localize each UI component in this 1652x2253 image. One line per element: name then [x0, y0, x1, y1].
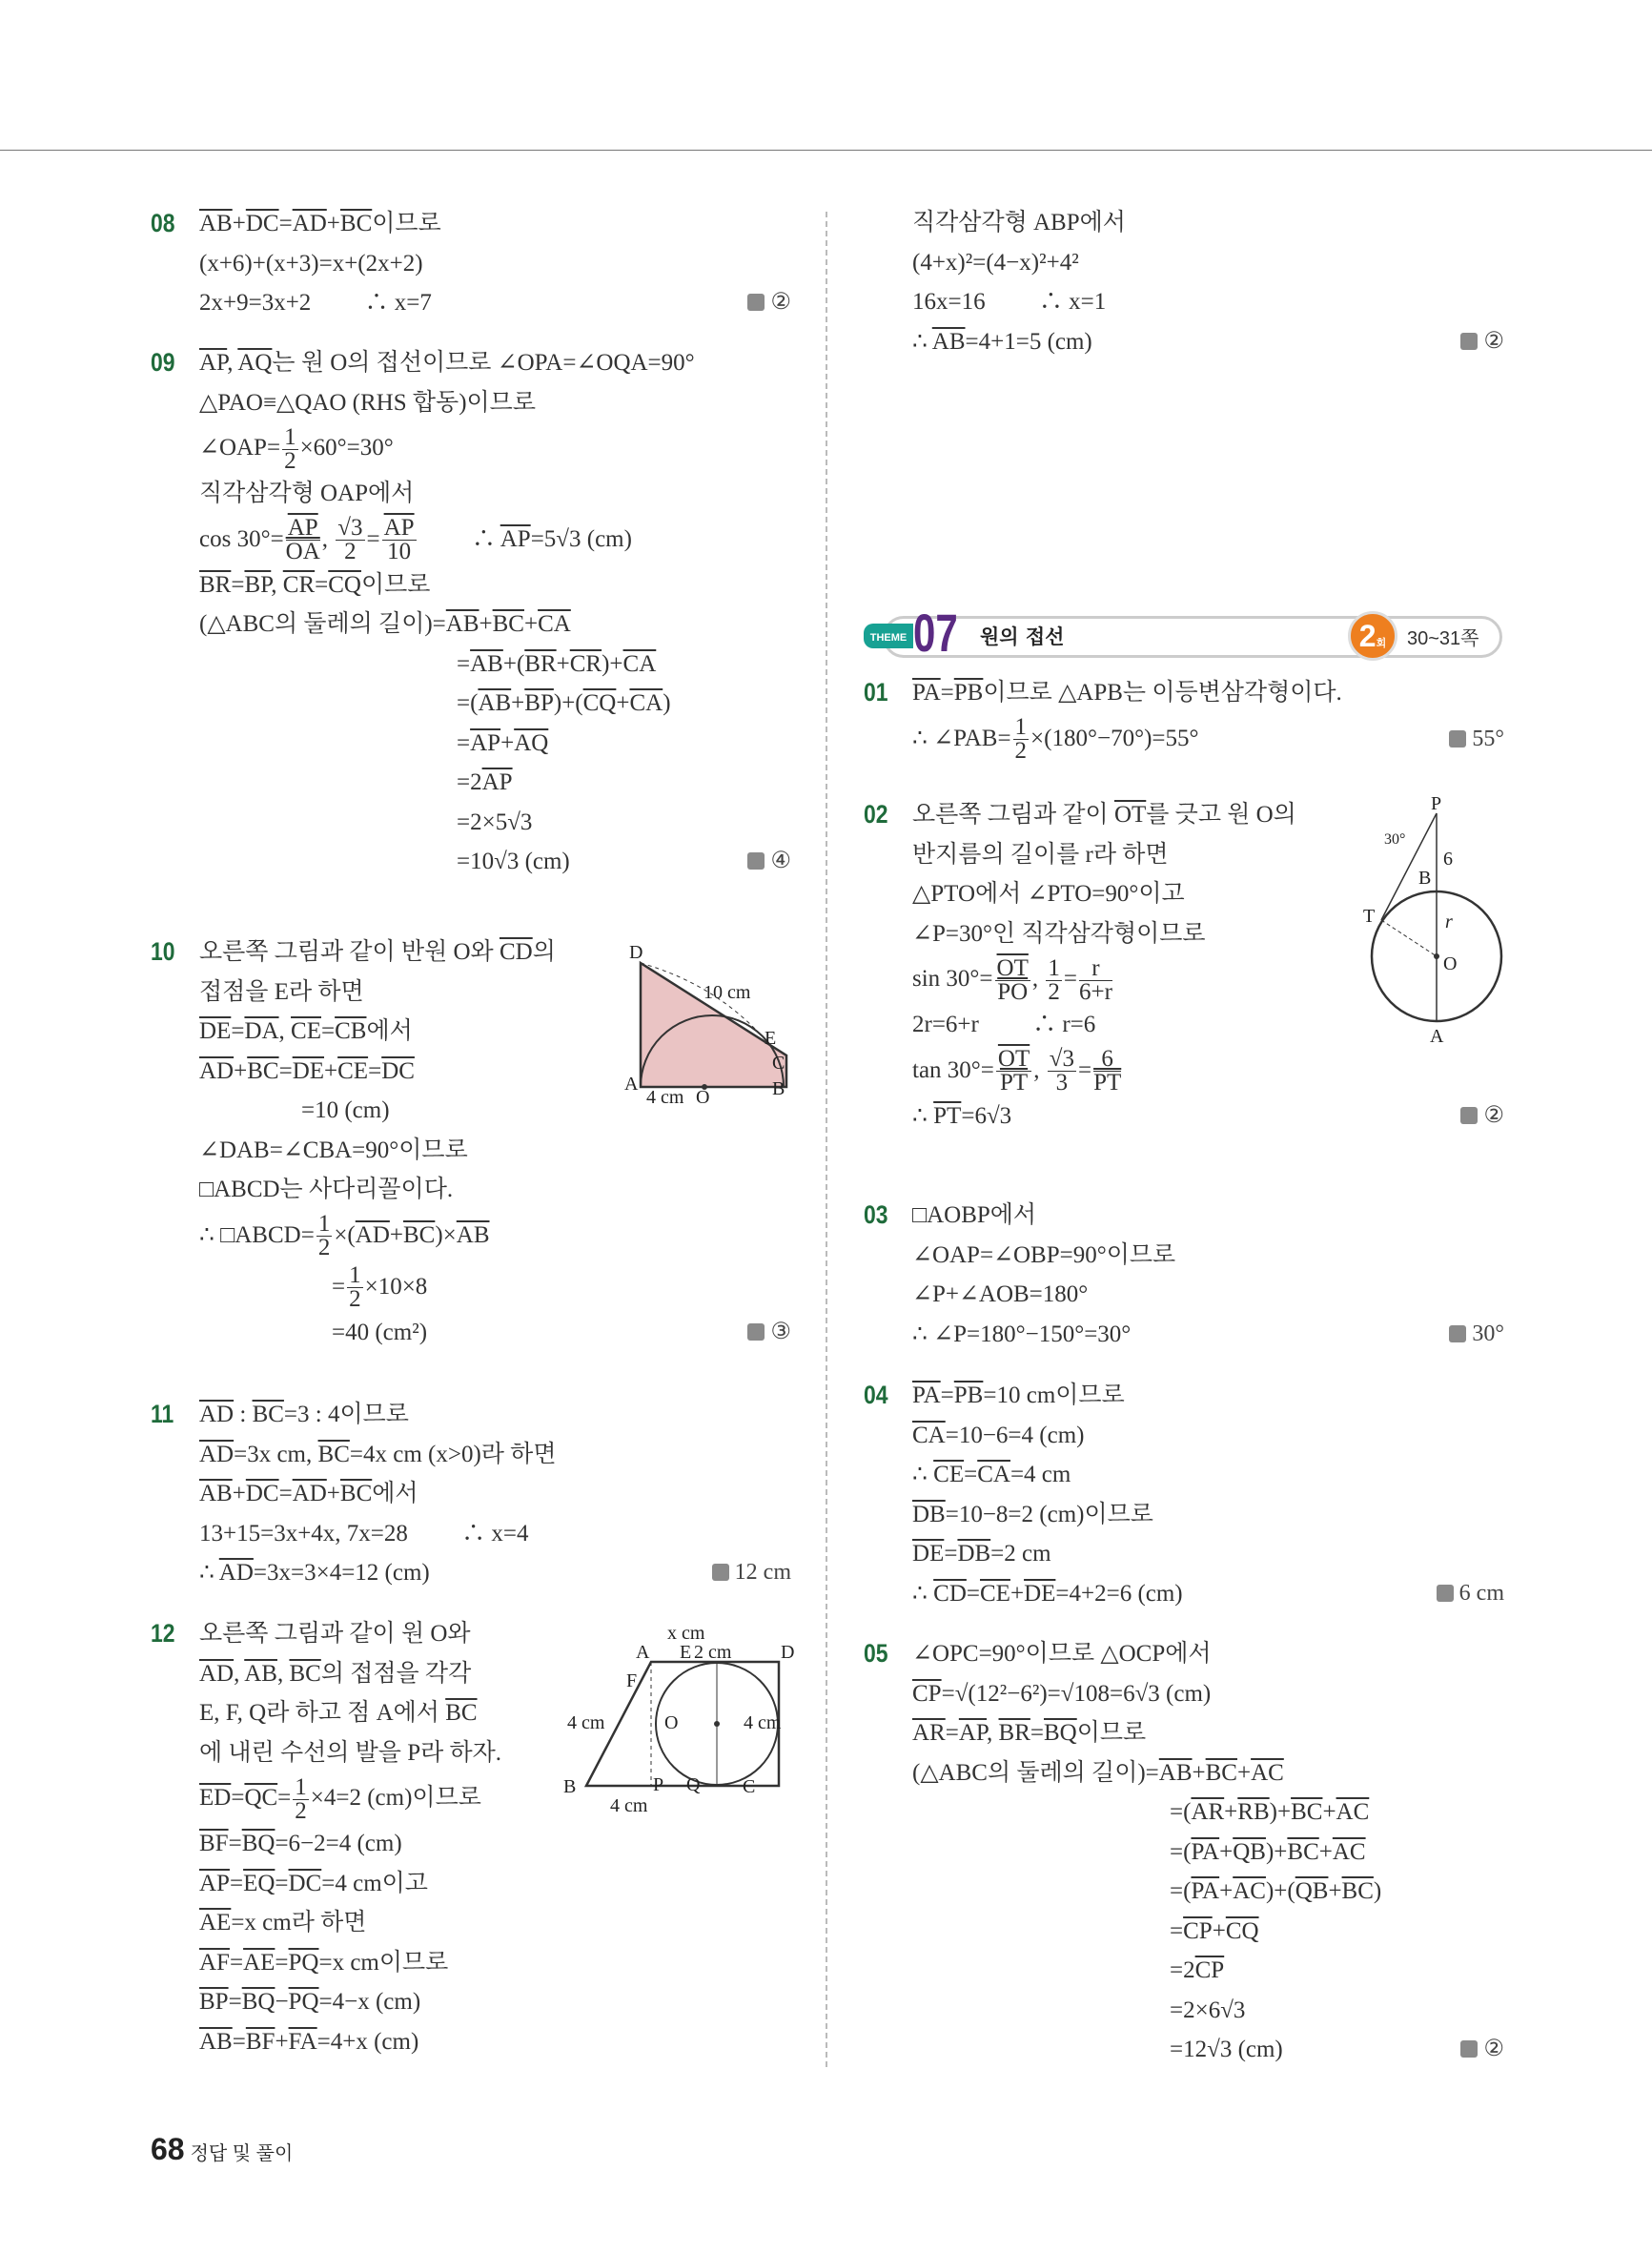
label-xcm: x cm	[667, 1623, 705, 1644]
solution-line: =10 (cm)	[301, 1097, 390, 1123]
solution-line: ∴ $\overline{AB}=4+1=5$ (cm)	[912, 328, 1092, 355]
solution-line: 에 내린 수선의 발을 P라 하자.	[199, 1739, 502, 1766]
answer-icon	[1460, 2040, 1478, 2058]
solution-line: $\overline{AB}+\overline{DC}=\overline{AD}+\overline{BC}$에서	[199, 1481, 418, 1506]
theme-number: 07	[913, 603, 958, 663]
solution-line: ∠P=30°인 직각삼각형이므로	[912, 920, 1206, 947]
answer-badge	[747, 842, 791, 882]
solution-line: $\overline{DE}=\overline{DB}=2$ cm	[912, 1541, 1051, 1567]
solution-line: $\overline{PA}=\overline{PB}$이므로 △APB는 이등변삼각형이다.	[912, 680, 1342, 706]
solution-line: ∴ $\overline{AD}=3x=3\times 4=12$ (cm)	[199, 1560, 430, 1586]
solution-line: $\overline{BF}=\overline{BQ}=6-2=4$ (cm)	[199, 1831, 402, 1856]
solution-line: ∴ $\overline{CD}=\overline{CE}+\overline{DE}=4+2=6$ (cm)	[912, 1580, 1183, 1607]
round-badge	[1348, 611, 1397, 661]
label-D: D	[629, 942, 643, 963]
problem-12-continued	[864, 203, 1504, 361]
solution-line: $\overline{BR}=\overline{BP}$, $\overline{CR}=\overline{CQ}$이므로	[199, 571, 431, 598]
label-r: r	[1445, 911, 1453, 932]
solution-line: = $\frac{1}{2}$ ×10×8	[332, 1262, 428, 1313]
solution-line: =2×6√3	[1170, 1997, 1246, 2023]
solution-line: tan 30°= $\frac{\overline{OT}}{PT}$ , $\frac{√3}{3}$ = $\frac{6}{PT}$	[912, 1046, 1122, 1096]
solution-line: 접점을 E라 하면	[199, 978, 364, 1005]
solution-line: $\overline{AD}+\overline{BC}=\overline{DE}+\overline{CE}=\overline{DC}$	[199, 1057, 415, 1084]
solution-line: ∴ ∠P=180°−150°=30°	[912, 1321, 1132, 1347]
answer-value: 55°	[1472, 726, 1504, 751]
answer-badge	[1449, 1315, 1504, 1355]
answer-value: ②	[1483, 2037, 1504, 2061]
label-E: E	[680, 1642, 692, 1663]
solution-line: $=(\overline{AB}+\overline{BP})+(\overline{CQ}+\overline{CA})$	[457, 690, 671, 716]
problem-number: 04	[864, 1381, 888, 1409]
label-B: B	[1418, 868, 1432, 889]
answer-badge	[1460, 322, 1504, 362]
problem-03	[864, 1196, 1504, 1354]
solution-line: $\overline{AD}$, $\overline{AB}$, $\overline{BC}$의 접점을 각각	[199, 1660, 472, 1687]
figure-circle-trapezoid	[558, 1616, 796, 1821]
problem-08	[151, 204, 791, 323]
solution-line: $\overline{BP}=\overline{BQ}-\overline{PQ}=4-x$ (cm)	[199, 1989, 421, 2015]
label-O: O	[1443, 953, 1458, 974]
label-C: C	[743, 1776, 756, 1797]
problem-09	[151, 343, 791, 882]
solution-line: $\overline{AB}=\overline{BF}+\overline{FA}=4+x$ (cm)	[199, 2028, 419, 2055]
solution-line: $\overline{AD}$ : $\overline{BC}=3$ : 4이므로	[199, 1402, 409, 1427]
solution-line: ∴ ∠PAB= $\frac{1}{2}$ ×(180°−70°)=55°	[912, 714, 1199, 765]
solution-line: 오른쪽 그림과 같이 $\overline{OT}$를 긋고 원 O의	[912, 802, 1296, 828]
answer-icon	[1437, 1585, 1454, 1602]
label-6: 6	[1443, 849, 1453, 870]
solution-line: $\overline{DE}=\overline{DA}$, $\overline{CE}=\overline{CB}$에서	[199, 1018, 413, 1044]
solution-line: $\overline{ED}=\overline{QC}=$ $\frac{1}{2}$ ×4=2 (cm)이므로	[199, 1773, 481, 1824]
solution-line: 16x=16 ∴ x=1	[912, 289, 1107, 315]
label-A: A	[1430, 1026, 1444, 1047]
label-4cm: 4 cm	[646, 1087, 684, 1108]
answer-value: ②	[770, 290, 791, 315]
page-number: 68	[151, 2132, 185, 2166]
solution-line: $\overline{CA}=10-6=4$ (cm)	[912, 1422, 1085, 1448]
solution-line: 직각삼각형 OAP에서	[199, 481, 415, 506]
problem-number: 01	[864, 678, 888, 707]
solution-line: 2r=6+r ∴ r=6	[912, 1012, 1096, 1037]
solution-line: △PAO≡△QAO (RHS 합동)이므로	[199, 389, 536, 416]
solution-line: $=\overline{CP}+\overline{CQ}$	[1170, 1917, 1259, 1944]
solution-line: 2x+9=3x+2 ∴ x=7	[199, 290, 432, 316]
page-footer	[151, 2132, 293, 2167]
solution-line: ∠OPC=90°이므로 △OCP에서	[912, 1641, 1212, 1667]
column-divider	[826, 212, 827, 2067]
answer-badge	[712, 1553, 791, 1593]
solution-line: ∠DAB=∠CBA=90°이므로	[199, 1137, 468, 1163]
solution-line: ∴ □ABCD= $\frac{1}{2}$ $\times(\overline{AD}+\overline{BC})\times\overline{AB}$	[199, 1211, 490, 1261]
label-4cm-right: 4 cm	[744, 1712, 782, 1733]
solution-line: $\overline{AF}=\overline{AE}=\overline{PQ}=x$ cm이므로	[199, 1949, 449, 1976]
answer-badge	[1437, 1574, 1504, 1614]
problem-number: 12	[151, 1619, 175, 1648]
label-P: P	[653, 1774, 664, 1795]
header-rule	[0, 150, 1652, 151]
answer-value: 30°	[1472, 1321, 1504, 1346]
problem-05	[864, 1634, 1504, 2070]
solution-line: 13+15=3x+4x, 7x=28 ∴ x=4	[199, 1520, 529, 1546]
answer-value: ③	[770, 1319, 791, 1344]
solution-line: 직각삼각형 ABP에서	[912, 210, 1126, 236]
round-number: 2	[1358, 619, 1377, 653]
label-T: T	[1363, 906, 1376, 927]
answer-icon	[1460, 333, 1478, 350]
round-suffix: 회	[1376, 638, 1387, 649]
problem-number: 05	[864, 1639, 888, 1668]
answer-value: 6 cm	[1458, 1580, 1504, 1606]
problem-01	[864, 673, 1504, 765]
answer-icon	[1449, 730, 1466, 748]
solution-line: △PTO에서 ∠PTO=90°이고	[912, 881, 1185, 907]
answer-value: ②	[1483, 1102, 1504, 1128]
label-A: A	[624, 1074, 639, 1095]
problem-11	[151, 1395, 791, 1593]
answer-value: ②	[1483, 328, 1504, 354]
solution-line: cos 30°= $\frac{\overline{AP}}{OA}$ , $\frac{√3}{2}$ = $\frac{\overline{AP}}{10}$ ∴ $\overline{AP}=5√3$ (cm)	[199, 515, 632, 565]
answer-value: ④	[770, 849, 791, 873]
answer-icon	[1449, 1325, 1466, 1342]
solution-line: □ABCD는 사다리꼴이다.	[199, 1177, 454, 1202]
solution-line: =10√3 (cm)	[457, 849, 570, 874]
solution-line: $\overline{AD}=3x$ cm, $\overline{BC}=4x$ cm (x>0)라 하면	[199, 1441, 557, 1467]
theme-tag: THEME	[864, 624, 913, 648]
answer-icon	[747, 1323, 765, 1341]
theme-banner	[864, 603, 1502, 663]
label-P: P	[1431, 796, 1442, 814]
label-Q: Q	[686, 1774, 701, 1795]
answer-icon	[1460, 1107, 1478, 1124]
footer-label: 정답 및 풀이	[190, 2143, 294, 2164]
problem-number: 09	[151, 348, 175, 377]
answer-icon	[712, 1564, 729, 1581]
label-O: O	[696, 1087, 710, 1108]
problem-04	[864, 1376, 1504, 1613]
label-F: F	[626, 1670, 638, 1691]
solution-line: =40 (cm²)	[332, 1319, 428, 1345]
label-4cm-left: 4 cm	[567, 1712, 605, 1733]
solution-line: ∴ $\overline{CE}=\overline{CA}=4$ cm	[912, 1462, 1071, 1487]
answer-badge	[747, 283, 791, 323]
label-4cm-bottom: 4 cm	[610, 1795, 648, 1816]
solution-line: ∠OAP=∠OBP=90°이므로	[912, 1241, 1176, 1268]
solution-line: $\overline{AR}=\overline{AP}$, $\overline{BR}=\overline{BQ}$이므로	[912, 1720, 1147, 1746]
label-2cm: 2 cm	[694, 1642, 732, 1663]
problem-number: 11	[151, 1400, 174, 1428]
solution-line: $\overline{DB}=10-8=2$ (cm)이므로	[912, 1501, 1153, 1527]
solution-line: □AOBP에서	[912, 1202, 1037, 1228]
problem-number: 08	[151, 209, 175, 237]
problem-number: 10	[151, 937, 175, 966]
solution-line: $=\overline{AP}+\overline{AQ}$	[457, 729, 549, 756]
solution-line: $\overline{AP}$, $\overline{AQ}$는 원 O의 접선이므로 ∠OPA=∠OQA=90°	[199, 350, 695, 376]
answer-badge	[1460, 2030, 1504, 2070]
answer-badge	[1460, 1096, 1504, 1137]
solution-line: $=2\overline{AP}$	[457, 769, 513, 795]
label-E: E	[765, 1028, 777, 1049]
solution-line: 반지름의 길이를 r라 하면	[912, 841, 1169, 868]
answer-value: 12 cm	[734, 1560, 791, 1585]
theme-pages: 30~31쪽	[1407, 628, 1479, 649]
solution-line: $=\overline{AB}+(\overline{BR}+\overline{CR})+\overline{CA}$	[457, 650, 657, 677]
answer-icon	[747, 852, 765, 870]
solution-line: $\overline{PA}=\overline{PB}=10$ cm이므로	[912, 1383, 1125, 1408]
solution-line: $=(\overline{AR}+\overline{RB})+\overline{BC}+\overline{AC}$	[1170, 1799, 1370, 1825]
solution-line: (x+6)+(x+3)=x+(2x+2)	[199, 250, 423, 277]
solution-line: $=2\overline{CP}$	[1170, 1957, 1225, 1983]
solution-line: ∴ $\overline{PT}=6√3$	[912, 1102, 1012, 1129]
label-10cm: 10 cm	[704, 982, 751, 1003]
solution-line: ∠OAP= $\frac{1}{2}$ ×60°=30°	[199, 423, 394, 474]
label-A: A	[636, 1642, 650, 1663]
solution-line: 오른쪽 그림과 같이 반원 O와 $\overline{CD}$의	[199, 939, 556, 965]
solution-line: $=(\overline{PA}+\overline{AC})+(\overline{QB}+\overline{BC})$	[1170, 1878, 1382, 1904]
theme-title: 원의 접선	[980, 625, 1065, 648]
solution-line: $\overline{AB}+\overline{DC}=\overline{AD}+\overline{BC}$이므로	[199, 211, 441, 236]
figure-semicircle-trapezoid	[620, 939, 801, 1111]
solution-line: (△ABC의 둘레의 길이)$=\overline{AB}+\overline{BC}+\overline{CA}$	[199, 611, 571, 637]
label-B: B	[772, 1078, 785, 1099]
solution-line: $\overline{AP}=\overline{EQ}=\overline{DC}=4$ cm이고	[199, 1870, 428, 1896]
answer-badge	[1449, 713, 1504, 765]
problem-number: 03	[864, 1200, 888, 1229]
solution-line: =2×5√3	[457, 809, 533, 835]
label-B: B	[563, 1776, 577, 1797]
answer-badge	[747, 1313, 791, 1353]
label-C: C	[772, 1053, 785, 1074]
label-O: O	[664, 1712, 679, 1733]
solution-line: E, F, Q라 하고 점 A에서 $\overline{BC}$	[199, 1700, 478, 1726]
solution-line: (△ABC의 둘레의 길이)$=\overline{AB}+\overline{BC}+\overline{AC}$	[912, 1759, 1284, 1786]
solution-line: =12√3 (cm)	[1170, 2037, 1283, 2062]
solution-line: ∠P+∠AOB=180°	[912, 1281, 1089, 1307]
solution-line: $\overline{CP}=√(12^2-6^2)=√108=6√3$ (cm)	[912, 1680, 1212, 1707]
figure-tangent-circle	[1354, 796, 1511, 1049]
solution-line: 오른쪽 그림과 같이 원 O와	[199, 1621, 471, 1647]
answer-icon	[747, 294, 765, 311]
label-D: D	[781, 1642, 795, 1663]
solution-line: $\overline{AE}=x$ cm라 하면	[199, 1910, 367, 1936]
problem-number: 02	[864, 800, 888, 829]
label-30deg: 30°	[1384, 831, 1406, 848]
solution-line: $=(\overline{PA}+\overline{QB})+\overline{BC}+\overline{AC}$	[1170, 1838, 1366, 1865]
solution-line: (4+x)²=(4−x)²+4²	[912, 249, 1079, 276]
solution-line: sin 30°= $\frac{\overline{OT}}{PO}$ , $\frac{1}{2}$ = $\frac{r}{6+r}$	[912, 954, 1112, 1005]
